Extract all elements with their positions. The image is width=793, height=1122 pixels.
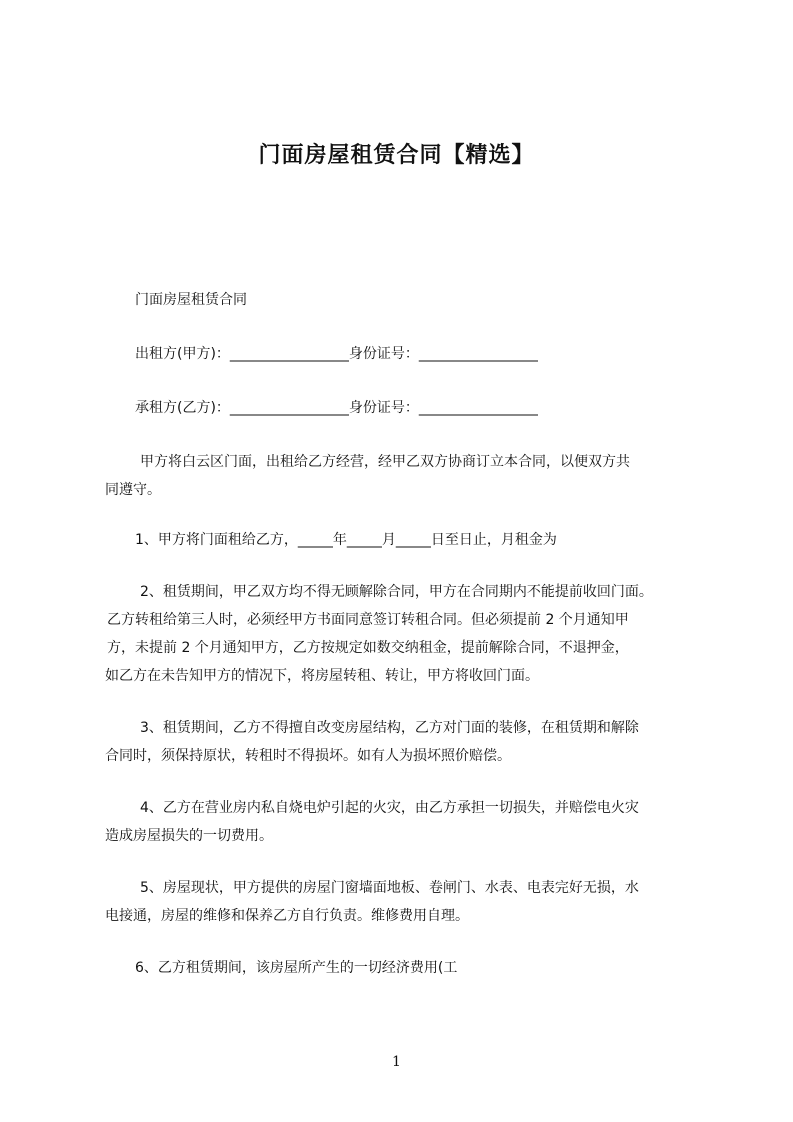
clause-line: 4、乙方在营业房内私自烧电炉引起的火灾，由乙方承担一切损失，并赔偿电火灾 (140, 800, 639, 816)
clause-line: 1、甲方将门面租给乙方，_____年_____月_____日至日止，月租金为 (135, 532, 557, 548)
document-title: 门面房屋租赁合同【精选】 (258, 143, 535, 168)
lessor-line: 出租方(甲方)：_________________身份证号：_________________ (135, 346, 538, 362)
clause-line: 合同时，须保持原状，转租时不得损坏。如有人为损坏照价赔偿。 (105, 748, 511, 764)
clause-line: 3、租赁期间，乙方不得擅自改变房屋结构，乙方对门面的装修，在租赁期和解除 (140, 720, 639, 736)
contract-subtitle: 门面房屋租赁合同 (135, 292, 247, 308)
clause-line: 如乙方在未告知甲方的情况下，将房屋转租、转让，甲方将收回门面。 (105, 668, 539, 684)
clause-line: 2、租赁期间，甲乙双方均不得无顾解除合同，甲方在合同期内不能提前收回门面。 (140, 584, 653, 600)
clause-line: 电接通，房屋的维修和保养乙方自行负责。维修费用自理。 (105, 908, 469, 924)
clause-line: 6、乙方租赁期间，该房屋所产生的一切经济费用(工 (135, 960, 458, 976)
clause-line: 5、房屋现状，甲方提供的房屋门窗墙面地板、卷闸门、水表、电表完好无损，水 (140, 880, 639, 896)
page-number: 1 (392, 1054, 401, 1070)
lessee-line: 承租方(乙方)：_________________身份证号：_________________ (135, 400, 538, 416)
intro-line: 甲方将白云区门面，出租给乙方经营，经甲乙双方协商订立本合同，以便双方共 (140, 454, 630, 470)
clause-line: 方，未提前 2 个月通知甲方，乙方按规定如数交纳租金，提前解除合同，不退押金， (107, 640, 629, 656)
intro-line: 同遵守。 (105, 482, 161, 498)
clause-line: 乙方转租给第三人时，必须经甲方书面同意签订转租合同。但必须提前 2 个月通知甲 (107, 612, 629, 628)
clause-line: 造成房屋损失的一切费用。 (105, 828, 273, 844)
